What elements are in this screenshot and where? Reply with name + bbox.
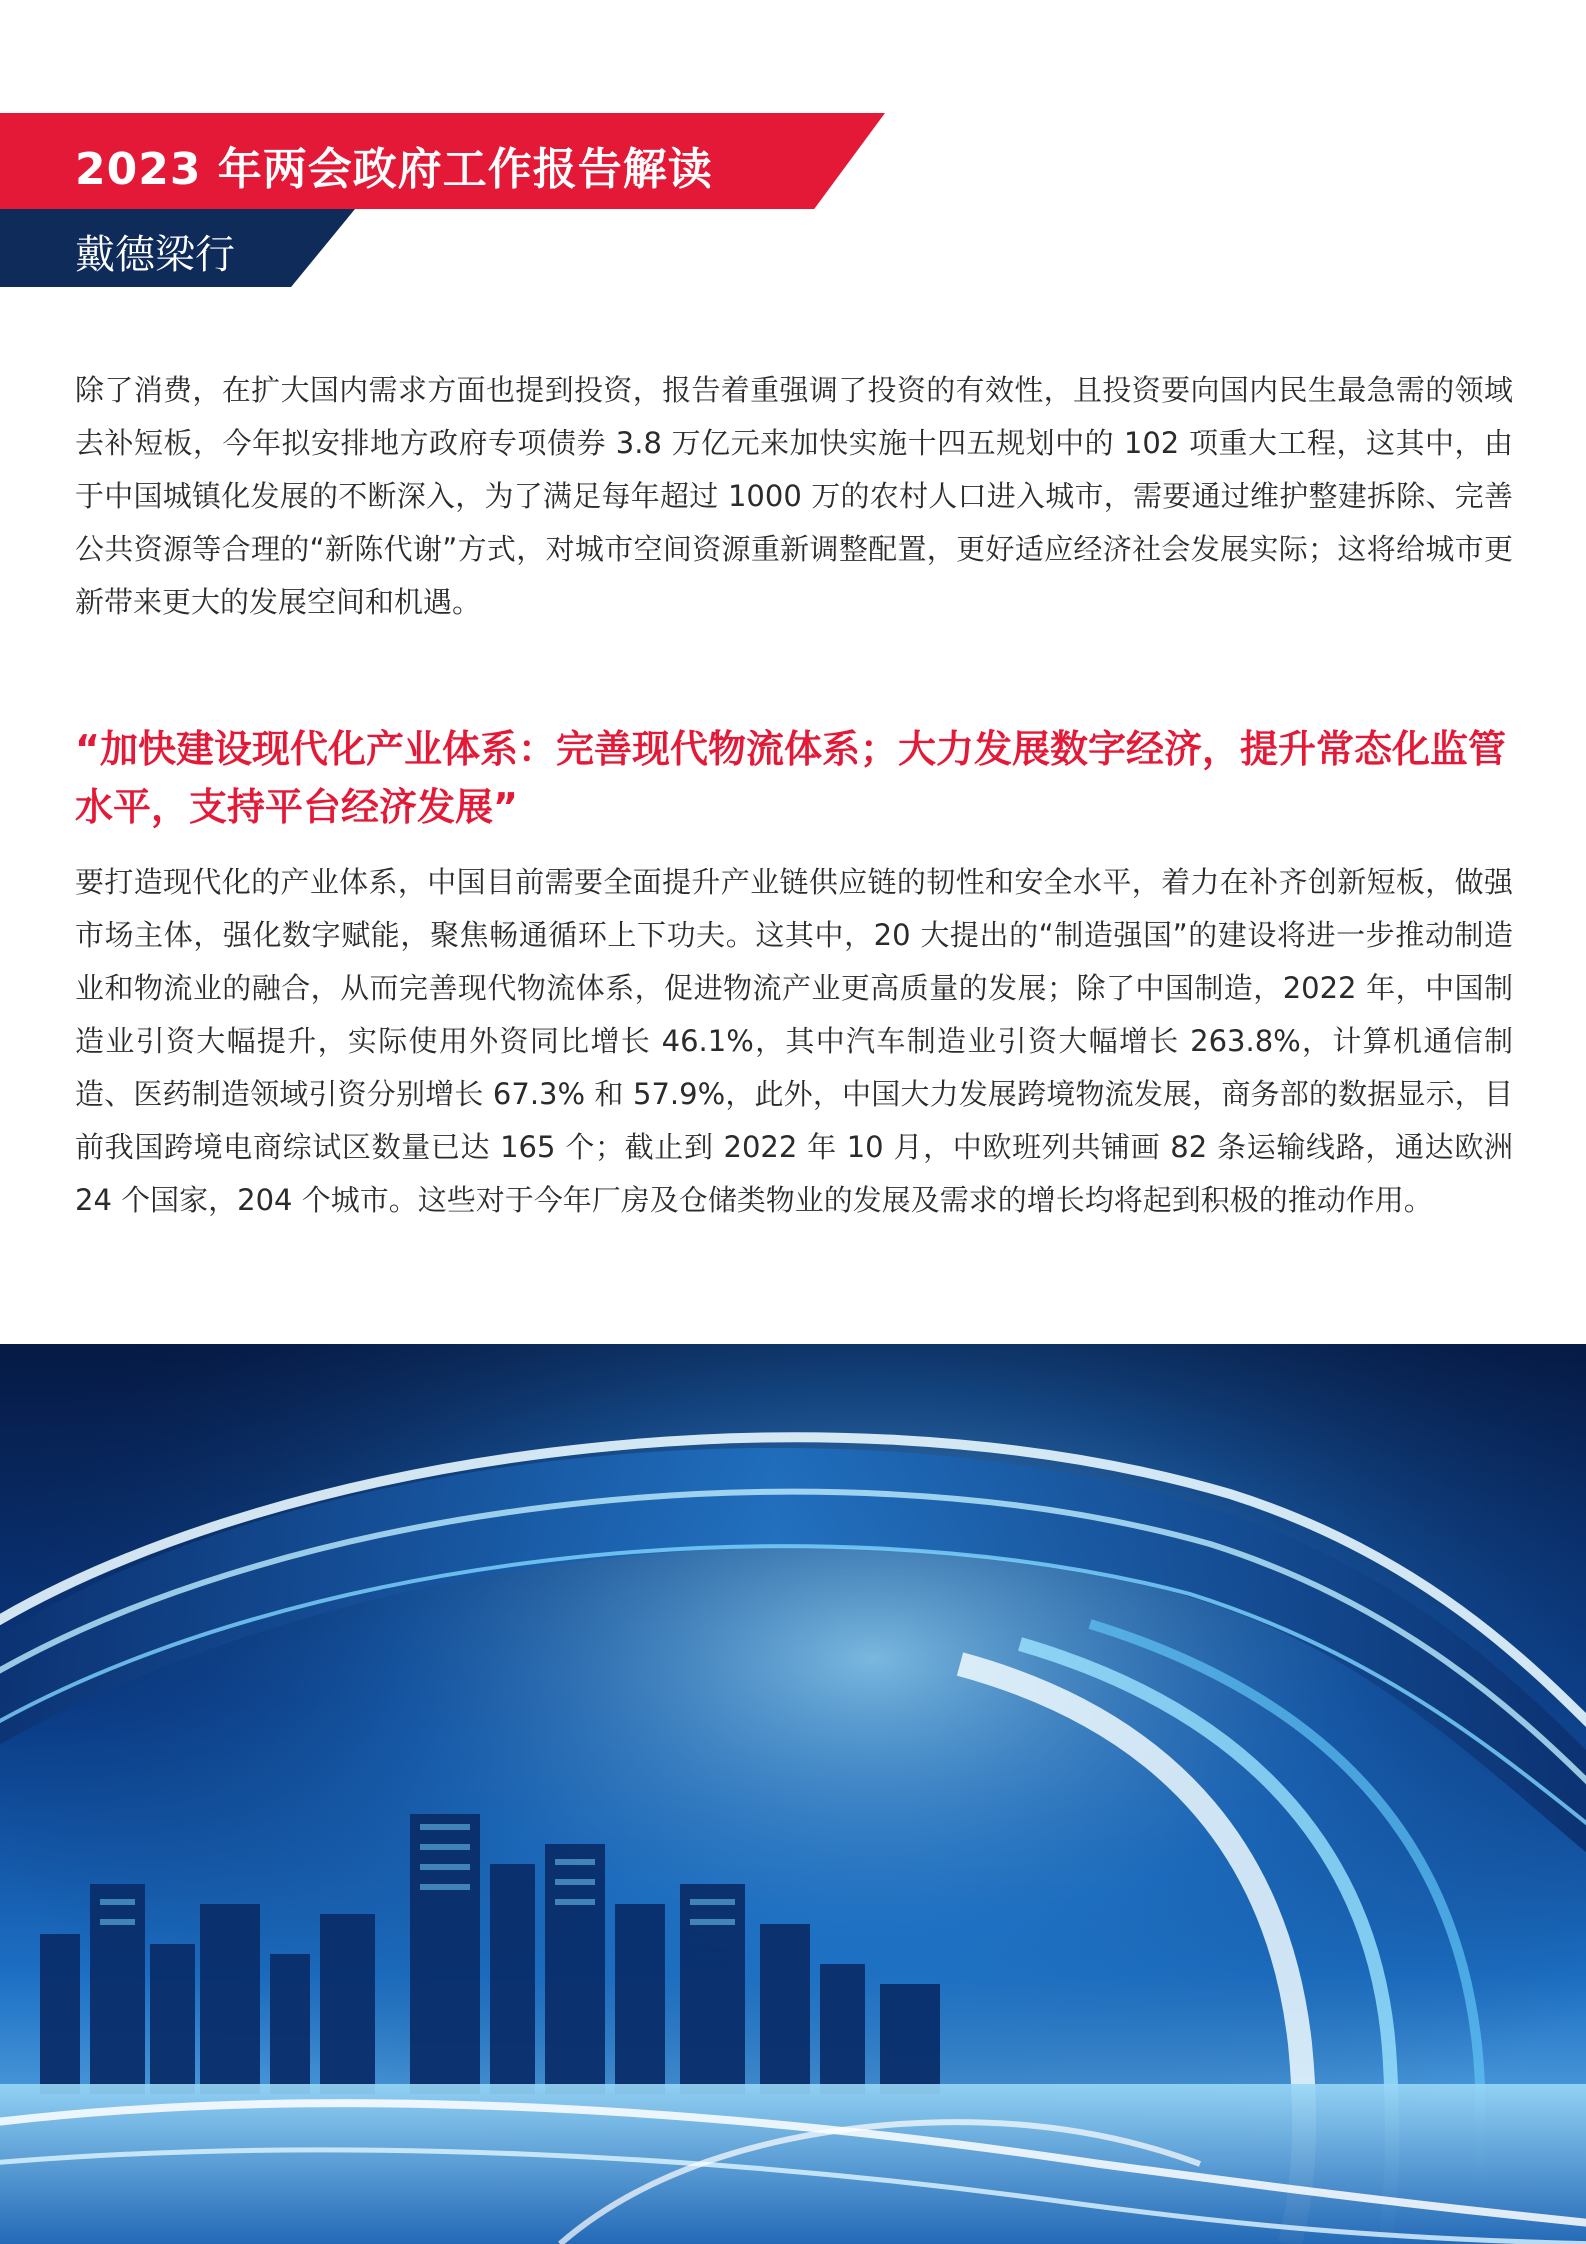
paragraph-industry: 要打造现代化的产业体系，中国目前需要全面提升产业链供应链的韧性和安全水平，着力在补齐创新短板，做强市场主体，强化数字赋能，聚焦畅通循环上下功夫。这其中，20 大提出的“制造强国”的建设将进一步推动制造业和物流业的融合，从而完善现代物流体系，促进物流产业更高质量的发展；除了中国制造，2022 年，中国制造业引资大幅提升，实际使用外资同比增长 46.1%，其中汽车制造业引资大幅增长 263.8%，计算机通信制造、医药制造领域引资分别增长 67.3% 和 57.9%，此外，中国大力发展跨境物流发展，商务部的数据显示，目前我国跨境电商综试区数量已达 165 个；截止到 2022 年 10 月，中欧班列共铺画 82 条运输线路，通达欧洲 24 个国家，204 个城市。这些对于今年厂房及仓储类物业的发展及需求的增长均将起到积极的推动作用。	[75, 865, 1513, 1217]
city-skyline-illustration	[0, 1344, 1586, 2244]
city-light-trails-image	[0, 1344, 1586, 2244]
section-heading: “加快建设现代化产业体系：完善现代物流体系；大力发展数字经济，提升常态化监管水平，支持平台经济发展”	[75, 727, 1506, 829]
page-title: 2023 年两会政府工作报告解读	[75, 144, 713, 195]
company-name: 戴德梁行	[75, 232, 235, 278]
paragraph-investment: 除了消费，在扩大国内需求方面也提到投资，报告着重强调了投资的有效性，且投资要向国内民生最急需的领域去补短板，今年拟安排地方政府专项债券 3.8 万亿元来加快实施十四五规划中的 102 项重大工程，这其中，由于中国城镇化发展的不断深入，为了满足每年超过 1000 万的农村人口进入城市，需要通过维护整建拆除、完善公共资源等合理的“新陈代谢”方式，对城市空间资源重新调整配置，更好适应经济社会发展实际；这将给城市更新带来更大的发展空间和机遇。	[75, 373, 1513, 619]
